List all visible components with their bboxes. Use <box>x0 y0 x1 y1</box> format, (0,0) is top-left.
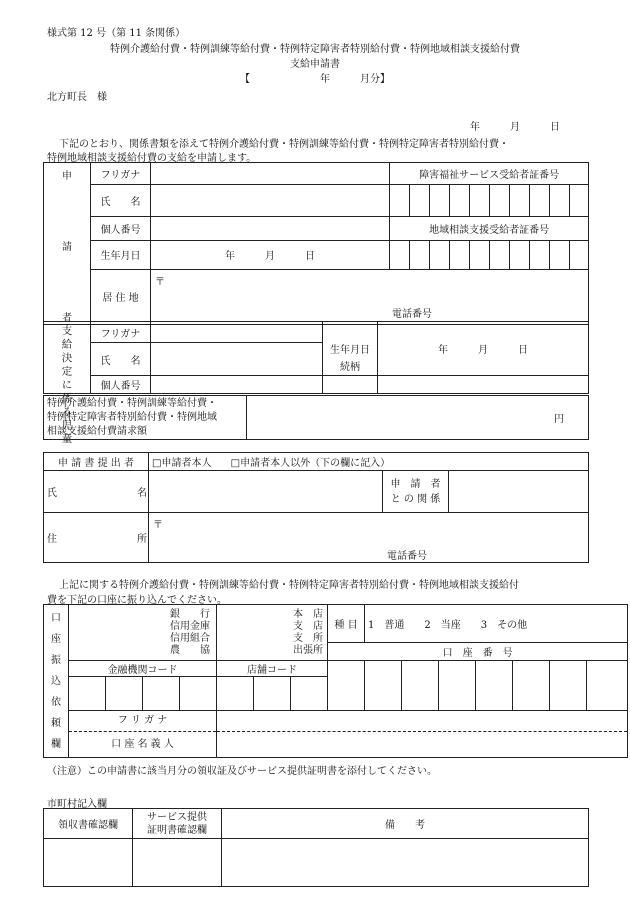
bank-code-digit[interactable] <box>106 677 143 711</box>
consult-cert-digit[interactable] <box>550 240 570 269</box>
submitter-phone-label: 電話番号 <box>387 551 427 562</box>
holder-label: 口 座 名 義 人 <box>111 739 174 750</box>
welfare-cert-digit[interactable] <box>550 185 570 217</box>
child-relation-text: 続柄 <box>340 362 360 373</box>
claim-label-3: 相談支援給付費請求額 <box>47 425 147 437</box>
child-section-label <box>44 322 91 446</box>
name-label: 氏 名 <box>91 185 151 217</box>
child-relation-input[interactable] <box>378 376 589 394</box>
claim-amount-input[interactable] <box>247 396 589 440</box>
remarks-input[interactable] <box>222 839 589 887</box>
period-field[interactable]: 【 年 月分】 <box>240 74 390 85</box>
intro-text-2: 特例地域相談支援給付費の支給を申請します。 <box>47 153 257 164</box>
account-digit[interactable] <box>513 661 550 711</box>
child-birthdate-input[interactable]: 年 月 日 <box>378 322 589 376</box>
bank-code-digit[interactable] <box>143 677 180 711</box>
branch-type-1: 本 店 <box>293 608 324 620</box>
holder-input[interactable] <box>217 711 628 758</box>
option-self-checkbox[interactable]: □申請者本人 <box>152 458 212 469</box>
receipt-check-input[interactable] <box>44 839 133 887</box>
holder-kana-input[interactable] <box>217 711 627 732</box>
transfer-table <box>43 604 628 758</box>
submitter-name-label: 氏 名 <box>44 471 149 513</box>
bank-type-2: 信用金庫 <box>170 620 210 632</box>
kana-label: フ リ ガ ナ <box>69 711 216 732</box>
bank-code-digit[interactable] <box>69 677 106 711</box>
form-subtitle: 支給申請書 <box>290 59 340 70</box>
child-my-number-label: 個人番号 <box>91 376 151 394</box>
holder-labels <box>69 711 217 758</box>
birthdate-input[interactable]: 年 月 日 <box>151 240 390 269</box>
claim-label-2: 特例特定障害者特別給付費・特例地域 <box>47 411 217 423</box>
welfare-cert-digit[interactable] <box>570 185 589 217</box>
receipt-check-label: 領収書確認欄 <box>44 809 133 839</box>
submitter-options <box>149 453 589 471</box>
applicant-label-2: 請 <box>62 242 72 253</box>
consult-cert-digit[interactable] <box>430 240 450 269</box>
transfer-section-label <box>44 605 69 758</box>
claim-label <box>44 396 247 440</box>
account-number-label: 口 座 番 号 <box>328 643 628 661</box>
applicant-section-label <box>44 163 91 325</box>
child-furigana-label: フリガナ <box>91 322 151 343</box>
child-label-text: 支給決定に係る児童 <box>60 324 73 446</box>
yen-unit: 円 <box>554 414 564 425</box>
account-digit[interactable] <box>365 661 402 711</box>
branch-code-digit[interactable] <box>217 677 254 711</box>
submitter-table <box>43 452 589 563</box>
relation-label-2: と の 関 係 <box>390 493 441 505</box>
transfer-label-2: 座 <box>51 633 61 645</box>
submitter-relation-input[interactable] <box>449 471 589 513</box>
transfer-label-7: 欄 <box>51 738 61 750</box>
welfare-cert-digit[interactable] <box>450 185 470 217</box>
birthdate-label: 生年月日 <box>91 240 151 269</box>
remarks-label: 備 考 <box>222 809 589 839</box>
bank-code-label: 金融機関コード <box>69 661 217 677</box>
submitter-address-label: 住 所 <box>44 513 149 563</box>
child-name-label: 氏 名 <box>91 343 151 376</box>
welfare-cert-digit[interactable] <box>510 185 530 217</box>
child-furigana-input[interactable] <box>151 322 323 343</box>
welfare-cert-digit[interactable] <box>430 185 450 217</box>
form-number: 様式第 12 号（第 11 条関係） <box>47 28 186 39</box>
welfare-cert-digit[interactable] <box>530 185 550 217</box>
holder-name-input[interactable] <box>217 732 627 757</box>
my-number-label: 個人番号 <box>91 217 151 240</box>
account-type-label: 種 目 <box>328 605 365 643</box>
welfare-cert-label: 障害福祉サービス受給者証番号 <box>390 163 589 185</box>
account-digit[interactable] <box>476 661 513 711</box>
consult-cert-digit[interactable] <box>510 240 530 269</box>
account-digit[interactable] <box>550 661 587 711</box>
consult-cert-digit[interactable] <box>490 240 510 269</box>
transfer-intro-1: 上記に関する特例介護給付費・特例訓練等給付費・特例特定障害者特別給付費・特例地域相談支援給付 <box>59 580 519 591</box>
addressee: 北方町長 様 <box>47 92 107 103</box>
account-digit[interactable] <box>587 661 628 711</box>
option-other-checkbox[interactable]: □申請者本人以外（下の欄に記入） <box>230 458 391 469</box>
submitter-address-input[interactable] <box>149 513 589 563</box>
relation-label-1: 申 請 者 <box>390 478 441 490</box>
branch-code-digit[interactable] <box>291 677 328 711</box>
transfer-label-5: 依 <box>51 696 61 708</box>
transfer-label-6: 頼 <box>51 717 61 729</box>
my-number-input[interactable] <box>151 217 390 240</box>
bank-type-3: 信用組合 <box>170 632 210 644</box>
submitter-relation-label <box>383 471 449 513</box>
consult-cert-digit[interactable] <box>450 240 470 269</box>
postal-mark: 〒 <box>155 276 165 288</box>
welfare-cert-digit[interactable] <box>390 185 410 217</box>
service-check-label-1: サービス提供 <box>147 811 207 823</box>
consult-cert-digit[interactable] <box>530 240 550 269</box>
branch-code-digit[interactable] <box>254 677 291 711</box>
transfer-intro-2: 費を下記の口座に振り込んでください。 <box>47 595 227 606</box>
claim-table <box>43 395 589 440</box>
account-digit[interactable] <box>328 661 365 711</box>
bank-type-1: 銀 行 <box>170 608 210 620</box>
applicant-label-1: 申 <box>62 171 72 182</box>
transfer-label-1: 口 <box>51 612 61 624</box>
child-birthdate-label: 生年月日 <box>323 322 378 376</box>
transfer-label-4: 込 <box>51 675 61 687</box>
name-input[interactable] <box>151 185 390 217</box>
service-check-label-2: 証明書確認欄 <box>147 824 207 836</box>
branch-name-input[interactable] <box>217 605 328 661</box>
branch-type-3: 支 所 <box>293 632 324 644</box>
submitter-postal-mark: 〒 <box>153 520 163 531</box>
consult-cert-digit[interactable] <box>570 240 589 269</box>
consult-cert-digit[interactable] <box>390 240 410 269</box>
address-input[interactable] <box>151 269 589 324</box>
child-my-number-input[interactable] <box>151 376 323 394</box>
account-digit[interactable] <box>439 661 476 711</box>
furigana-input[interactable] <box>151 163 390 185</box>
office-table <box>43 808 589 887</box>
note-text: （注意）この申請書に該当月分の領収証及びサービス提供証明書を添付してください。 <box>47 766 437 777</box>
intro-text-1: 下記のとおり、関係書類を添えて特例介護給付費・特例訓練等給付費・特例特定障害者特別給付費・ <box>59 139 509 150</box>
bank-code-digit[interactable] <box>180 677 217 711</box>
applicant-table <box>43 162 589 325</box>
claim-label-1: 特例介護給付費・特例訓練等給付費・ <box>47 397 217 409</box>
furigana-label: フリガナ <box>91 163 151 185</box>
child-relation-label <box>323 362 378 394</box>
address-label: 居 住 地 <box>91 269 151 324</box>
consult-cert-label: 地域相談支援受給者証番号 <box>390 217 589 240</box>
welfare-cert-digit[interactable] <box>490 185 510 217</box>
form-title: 特例介護給付費・特例訓練等給付費・特例特定障害者特別給付費・特例地域相談支援給付費 <box>110 44 520 55</box>
branch-code-label: 店舗コード <box>217 661 328 677</box>
bank-type-4: 農 協 <box>170 644 210 656</box>
account-digit[interactable] <box>402 661 439 711</box>
office-section-label: 市町村記入欄 <box>47 799 107 810</box>
bank-name-input[interactable] <box>69 605 217 661</box>
child-name-input[interactable] <box>151 343 323 376</box>
consult-cert-digit[interactable] <box>470 240 490 269</box>
phone-label: 電話番号 <box>392 308 432 320</box>
branch-type-4: 出張所 <box>293 644 324 656</box>
service-check-label <box>133 809 222 839</box>
consult-cert-digit[interactable] <box>410 240 430 269</box>
service-check-input[interactable] <box>133 839 222 887</box>
date-field[interactable]: 年 月 日 <box>470 122 560 133</box>
account-type-options[interactable]: 1 普通 2 当座 3 その他 <box>365 605 628 643</box>
submitter-label: 申 請 書 提 出 者 <box>44 453 149 471</box>
submitter-name-input[interactable] <box>149 471 383 513</box>
transfer-label-3: 振 <box>51 654 61 666</box>
branch-type-2: 支 店 <box>293 620 324 632</box>
applicant-label-3: 者 <box>62 313 72 324</box>
welfare-cert-digit[interactable] <box>410 185 430 217</box>
welfare-cert-digit[interactable] <box>470 185 490 217</box>
